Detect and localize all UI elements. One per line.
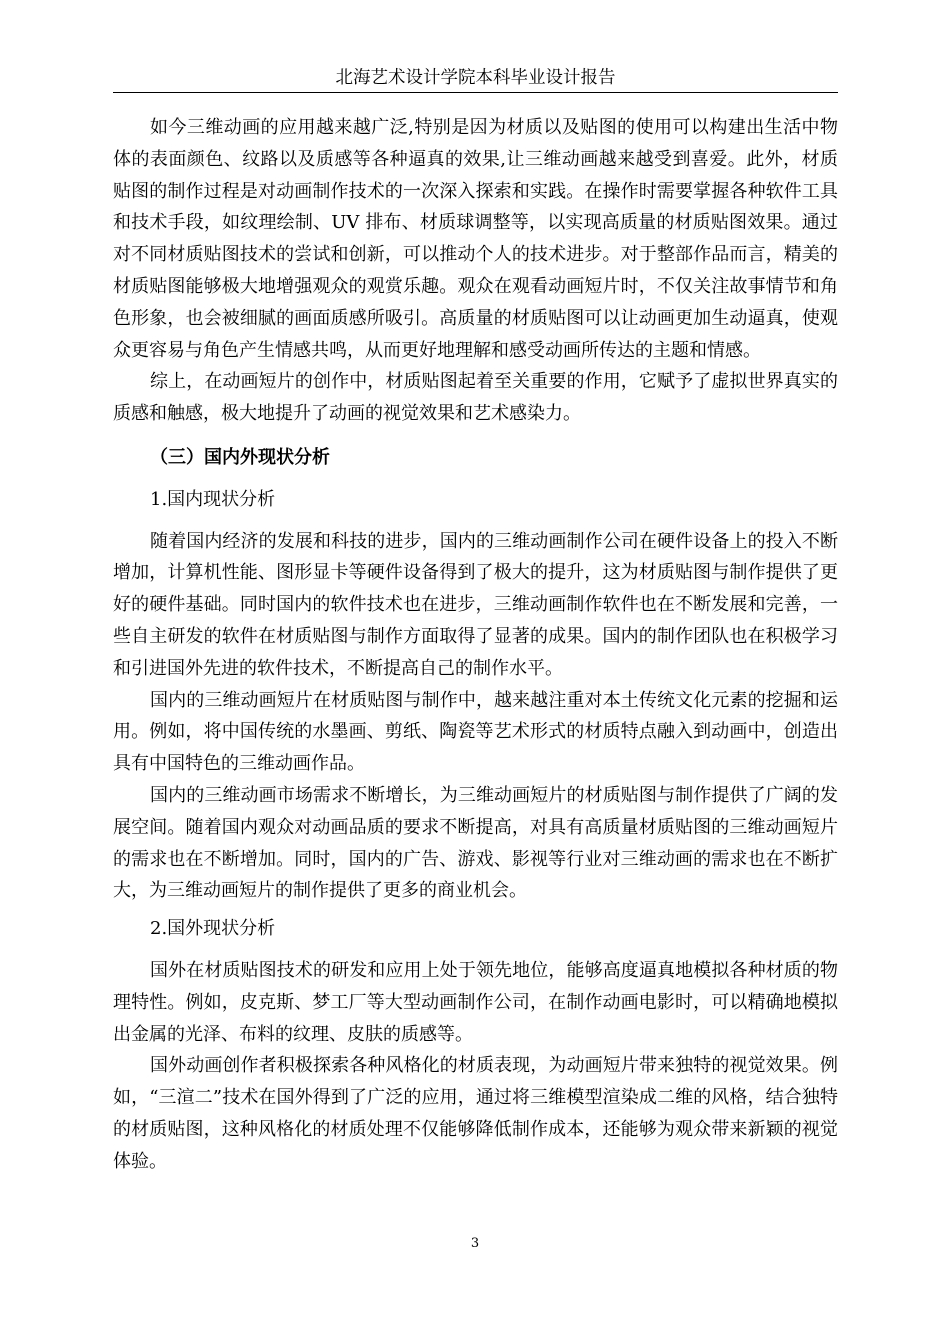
subsection-heading-domestic: 1.国内现状分析 bbox=[150, 488, 276, 510]
paragraph: 综上，在动画短片的创作中，材质贴图起着至关重要的作用，它赋予了虚拟世界真实的质感和触感，极大地提升了动画的视觉效果和艺术感染力。 bbox=[113, 371, 838, 425]
page-number: 3 bbox=[470, 1236, 480, 1251]
paragraph: 随着国内经济的发展和科技的进步，国内的三维动画制作公司在硬件设备上的投入不断增加，计算机性能、图形显卡等硬件设备得到了极大的提升，这为材质贴图与制作提供了更好的硬件基础。同时国内的软件技术也在进步，三维动画制作软件也在不断发展和完善，一些自主研发的软件在材质贴图与制作方面取得了显著的成果。国内的制作团队也在积极学习和引进国外先进的软件技术，不断提高自己的制作水平。 bbox=[113, 530, 838, 679]
page-header: 北海艺术设计学院本科毕业设计报告 bbox=[113, 66, 838, 93]
document-body bbox=[113, 112, 838, 1178]
paragraph: 国外动画创作者积极探索各种风格化的材质表现，为动画短片带来独特的视觉效果。例如，“三渲二”技术在国外得到了广泛的应用，通过将三维模型渲染成二维的风格，结合独特的材质贴图，这种风格化的材质处理不仅能够降低制作成本，还能够为观众带来新颖的视觉体验。 bbox=[113, 1055, 838, 1172]
subsection-heading-foreign: 2.国外现状分析 bbox=[150, 918, 276, 940]
paragraph: 国内的三维动画短片在材质贴图与制作中，越来越注重对本土传统文化元素的挖掘和运用。例如，将中国传统的水墨画、剪纸、陶瓷等艺术形式的材质特点融入到动画中，创造出具有中国特色的三维动画作品。 bbox=[113, 689, 838, 775]
paragraph: 国外在材质贴图技术的研发和应用上处于领先地位，能够高度逼真地模拟各种材质的物理特性。例如，皮克斯、梦工厂等大型动画制作公司，在制作动画电影时，可以精确地模拟出金属的光泽、布料的纹理、皮肤的质感等。 bbox=[113, 959, 838, 1045]
paragraph: 国内的三维动画市场需求不断增长，为三维动画短片的材质贴图与制作提供了广阔的发展空间。随着国内观众对动画品质的要求不断提高，对具有高质量材质贴图的三维动画短片的需求也在不断增加。同时，国内的广告、游戏、影视等行业对三维动画的需求也在不断扩大，为三维动画短片的制作提供了更多的商业机会。 bbox=[113, 784, 838, 902]
paragraph: 如今三维动画的应用越来越广泛,特别是因为材质以及贴图的使用可以构建出生活中物体的表面颜色、纹路以及质感等各种逼真的效果,让三维动画越来越受到喜爱。此外，材质贴图的制作过程是对动画制作技术的一次深入探索和实践。在操作时需要掌握各种软件工具和技术手段，如纹理绘制、UV 排布、材质球调整等，以实现高质量的材质贴图效果。通过对不同材质贴图技术的尝试和创新，可以推动个人的技术进步。对于整部作品而言，精美的材质贴图能够极大地增强观众的观赏乐趣。观众在观看动画短片时，不仅关注故事情节和角色形象，也会被细腻的画面质感所吸引。高质量的材质贴图可以让动画更加生动逼真，使观众更容易与角色产生情感共鸣，从而更好地理解和感受动画所传达的主题和情感。 bbox=[113, 117, 838, 361]
section-heading: （三）国内外现状分析 bbox=[150, 446, 330, 468]
